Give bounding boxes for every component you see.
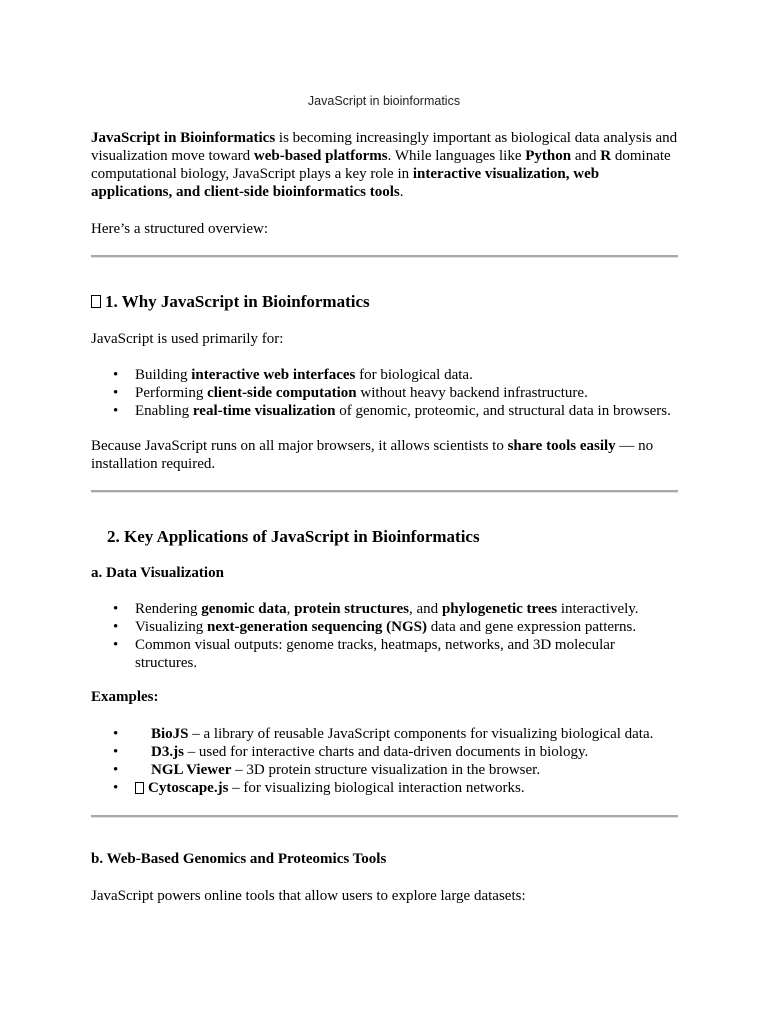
subsection-a-heading: a. Data Visualization: [91, 565, 224, 581]
intro-paragraph: JavaScript in Bioinformatics is becoming increasingly important as biological data analysis and visualization move toward web-based platforms. While languages like Python and R dominate computational biology, JavaScript plays a key role in interactive visualization, web applications, and client-side bioinformatics tools.: [91, 130, 678, 200]
list-item: • BioJS – a library of reusable JavaScript components for visualizing biological data.: [113, 725, 673, 743]
list-item: • Rendering genomic data, protein structures, and phylogenetic trees interactively.: [113, 600, 673, 618]
divider: [91, 490, 678, 493]
section1-lead: JavaScript is used primarily for:: [91, 331, 284, 347]
overview-line: Here’s a structured overview:: [91, 221, 269, 237]
list-item: • Performing client-side computation without heavy backend infrastructure.: [113, 384, 673, 402]
examples-list: [113, 725, 673, 797]
section2-heading: 2. Key Applications of JavaScript in Bioinformatics: [107, 527, 480, 546]
missing-glyph-icon: [91, 295, 101, 308]
divider: [91, 815, 678, 818]
list-item: • Enabling real-time visualization of genomic, proteomic, and structural data in browsers.: [113, 402, 673, 420]
subsection-b-lead: JavaScript powers online tools that allow users to explore large datasets:: [91, 888, 526, 904]
list-item: • Visualizing next-generation sequencing (NGS) data and gene expression patterns.: [113, 618, 673, 636]
divider: [91, 255, 678, 258]
page-header-title: JavaScript in bioinformatics: [307, 94, 461, 108]
missing-glyph-icon: [135, 782, 144, 794]
section1-closing: Because JavaScript runs on all major browsers, it allows scientists to share tools easily — no installation required.: [91, 438, 654, 472]
section1-list: [113, 366, 673, 420]
list-item: • Cytoscape.js – for visualizing biological interaction networks.: [113, 779, 673, 797]
examples-label: Examples:: [91, 689, 159, 705]
subsection-b-heading: b. Web-Based Genomics and Proteomics Tools: [91, 851, 387, 867]
list-item: • D3.js – used for interactive charts and data-driven documents in biology.: [113, 743, 673, 761]
section1-heading: 1. Why JavaScript in Bioinformatics: [91, 292, 370, 312]
list-item: • NGL Viewer – 3D protein structure visualization in the browser.: [113, 761, 673, 779]
list-item: • Common visual outputs: genome tracks, heatmaps, networks, and 3D molecular structures.: [113, 636, 673, 672]
list-item: • Building interactive web interfaces for biological data.: [113, 366, 673, 384]
subsection-a-list: [113, 600, 673, 672]
